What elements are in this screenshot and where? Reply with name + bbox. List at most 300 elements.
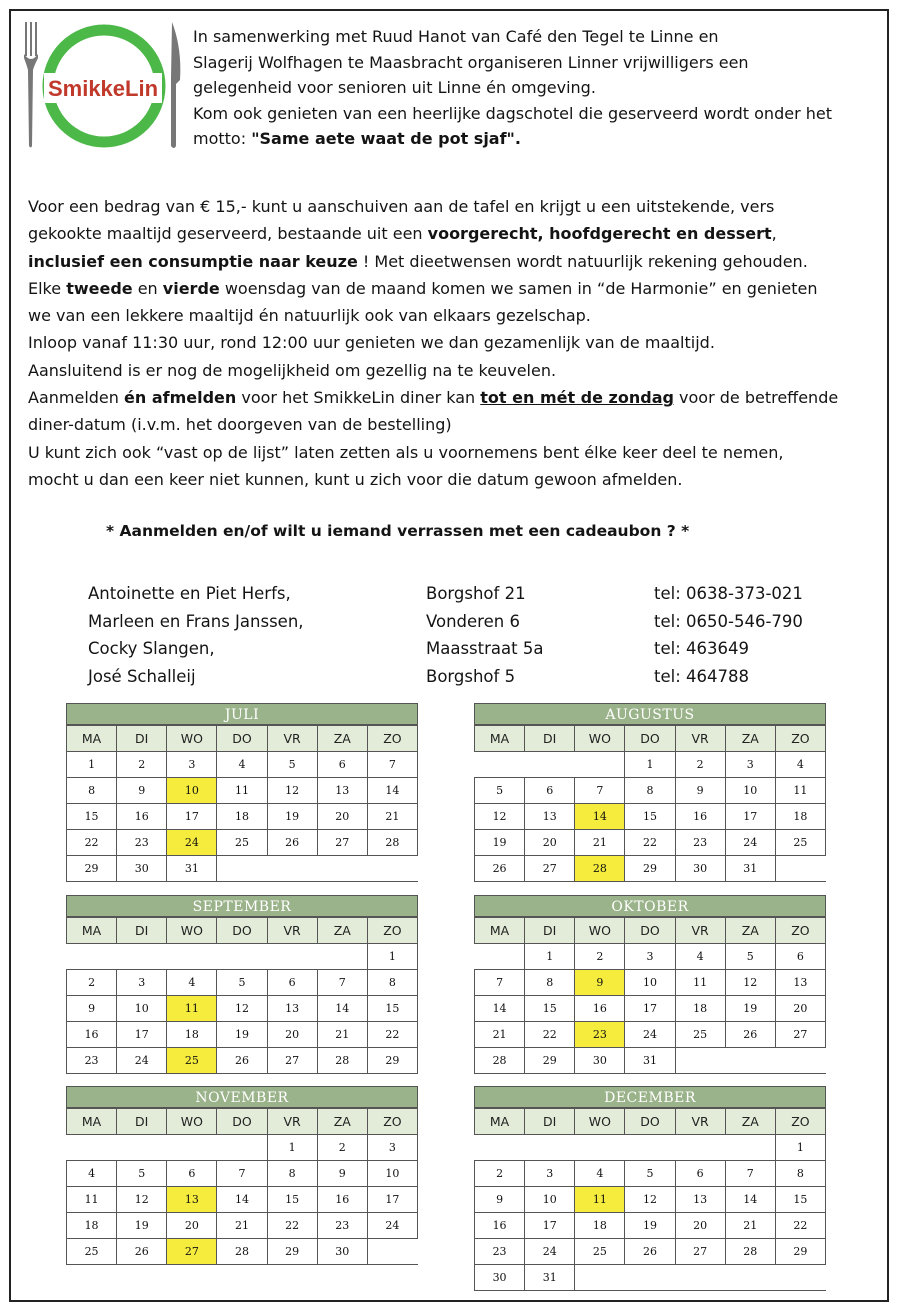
day-cell: 20 bbox=[167, 1213, 217, 1239]
contact-row bbox=[88, 635, 848, 663]
day-cell: 16 bbox=[67, 1022, 117, 1048]
day-cell: 27 bbox=[317, 830, 367, 856]
contact-name: Marleen en Frans Janssen, bbox=[88, 611, 304, 631]
weekday-header: ZO bbox=[367, 1109, 417, 1135]
day-cell: 28 bbox=[475, 1048, 525, 1074]
day-cell: 23 bbox=[67, 1048, 117, 1074]
day-cell: 22 bbox=[525, 1022, 575, 1048]
day-cell: 24 bbox=[167, 830, 217, 856]
day-cell: 15 bbox=[67, 804, 117, 830]
day-cell: 27 bbox=[525, 856, 575, 882]
day-cell: 1 bbox=[625, 752, 675, 778]
weekday-header: DI bbox=[525, 726, 575, 752]
day-cell: 4 bbox=[167, 970, 217, 996]
day-cell: 22 bbox=[367, 1022, 417, 1048]
contact-address: Vonderen 6 bbox=[426, 611, 520, 631]
day-cell: 19 bbox=[217, 1022, 267, 1048]
day-cell: 19 bbox=[725, 996, 775, 1022]
weekday-header: DI bbox=[525, 918, 575, 944]
calendar-september bbox=[66, 895, 418, 1074]
body-line: Inloop vanaf 11:30 uur, rond 12:00 uur genieten we dan gezamenlijk van de maaltijd. bbox=[28, 333, 715, 353]
day-cell: 3 bbox=[525, 1161, 575, 1187]
day-cell: 17 bbox=[725, 804, 775, 830]
day-cell: 19 bbox=[475, 830, 525, 856]
weekday-header-row bbox=[67, 1109, 418, 1135]
day-cell: 1 bbox=[775, 1135, 825, 1161]
day-cell: 2 bbox=[317, 1135, 367, 1161]
day-cell: 2 bbox=[117, 752, 167, 778]
day-cell: 17 bbox=[625, 996, 675, 1022]
day-cell: 24 bbox=[117, 1048, 167, 1074]
weekday-header: ZA bbox=[317, 1109, 367, 1135]
day-cell: 28 bbox=[367, 830, 417, 856]
day-cell: 4 bbox=[775, 752, 825, 778]
day-cell: 15 bbox=[775, 1187, 825, 1213]
day-cell: 29 bbox=[775, 1239, 825, 1265]
day-cell: 2 bbox=[575, 944, 625, 970]
weekday-header-row bbox=[67, 918, 418, 944]
day-cell: 27 bbox=[675, 1239, 725, 1265]
day-cell: 2 bbox=[475, 1161, 525, 1187]
day-cell: 9 bbox=[575, 970, 625, 996]
day-cell: 28 bbox=[317, 1048, 367, 1074]
day-cell: 25 bbox=[575, 1239, 625, 1265]
motto-line bbox=[193, 126, 883, 152]
day-cell: 26 bbox=[725, 1022, 775, 1048]
fork-icon bbox=[24, 22, 38, 148]
day-cell: 8 bbox=[267, 1161, 317, 1187]
day-cell: 24 bbox=[625, 1022, 675, 1048]
calendar-grid bbox=[66, 1108, 418, 1265]
day-cell: 21 bbox=[217, 1213, 267, 1239]
weekday-header: WO bbox=[167, 726, 217, 752]
day-cell: 7 bbox=[317, 970, 367, 996]
day-cell: 7 bbox=[725, 1161, 775, 1187]
intro-line: Kom ook genieten van een heerlijke dagschotel die geserveerd wordt onder het bbox=[193, 103, 832, 123]
day-cell: 18 bbox=[575, 1213, 625, 1239]
day-cell: 15 bbox=[367, 996, 417, 1022]
week-row bbox=[475, 856, 826, 882]
contact-name: Antoinette en Piet Herfs, bbox=[88, 584, 291, 603]
day-cell: 25 bbox=[67, 1239, 117, 1265]
intro-line: In samenwerking met Ruud Hanot van Café den Tegel te Linne en bbox=[193, 27, 719, 46]
day-cell: 6 bbox=[675, 1161, 725, 1187]
logo-text: SmikkeLin bbox=[47, 76, 159, 101]
body-line: Aanmelden én afmelden voor het SmikkeLin diner kan tot en mét de zondag voor de betreffende bbox=[28, 388, 839, 408]
day-cell: 8 bbox=[67, 778, 117, 804]
day-cell: 5 bbox=[475, 778, 525, 804]
month-title: DECEMBER bbox=[474, 1086, 826, 1108]
day-cell: 29 bbox=[625, 856, 675, 882]
day-cell: 15 bbox=[525, 996, 575, 1022]
day-cell: 30 bbox=[575, 1048, 625, 1074]
week-row bbox=[67, 1213, 418, 1239]
empty-cell bbox=[67, 944, 368, 970]
calendar-december bbox=[474, 1086, 826, 1291]
day-cell: 11 bbox=[675, 970, 725, 996]
week-row bbox=[475, 1022, 826, 1048]
day-cell: 13 bbox=[525, 804, 575, 830]
body-line: inclusief een consumptie naar keuze ! Met dieetwensen wordt natuurlijk rekening gehouden. bbox=[28, 251, 808, 271]
weekday-header: MA bbox=[67, 726, 117, 752]
day-cell: 14 bbox=[575, 804, 625, 830]
day-cell: 24 bbox=[525, 1239, 575, 1265]
day-cell: 20 bbox=[317, 804, 367, 830]
day-cell: 21 bbox=[725, 1213, 775, 1239]
body-line: gekookte maaltijd geserveerd, bestaande uit een voorgerecht, hoofdgerecht en dessert, bbox=[28, 224, 777, 244]
weekday-header: VR bbox=[267, 918, 317, 944]
weekday-header: MA bbox=[475, 726, 525, 752]
empty-cell bbox=[367, 1239, 417, 1265]
day-cell: 11 bbox=[575, 1187, 625, 1213]
contact-row bbox=[88, 663, 848, 691]
day-cell: 19 bbox=[117, 1213, 167, 1239]
day-cell: 11 bbox=[217, 778, 267, 804]
month-title: JULI bbox=[66, 703, 418, 725]
day-cell: 30 bbox=[675, 856, 725, 882]
day-cell: 29 bbox=[67, 856, 117, 882]
day-cell: 5 bbox=[625, 1161, 675, 1187]
weekday-header: WO bbox=[167, 1109, 217, 1135]
day-cell: 7 bbox=[575, 778, 625, 804]
week-row bbox=[67, 1161, 418, 1187]
weekday-header: DI bbox=[117, 918, 167, 944]
day-cell: 3 bbox=[725, 752, 775, 778]
contact-row bbox=[88, 608, 848, 636]
day-cell: 8 bbox=[775, 1161, 825, 1187]
call-to-action: * Aanmelden en/of wilt u iemand verrassen met een cadeaubon ? * bbox=[106, 522, 690, 540]
day-cell: 12 bbox=[217, 996, 267, 1022]
day-cell: 13 bbox=[775, 970, 825, 996]
day-cell: 6 bbox=[775, 944, 825, 970]
week-row bbox=[475, 778, 826, 804]
day-cell: 18 bbox=[67, 1213, 117, 1239]
day-cell: 4 bbox=[217, 752, 267, 778]
week-row bbox=[67, 830, 418, 856]
day-cell: 1 bbox=[267, 1135, 317, 1161]
weekday-header: DO bbox=[625, 726, 675, 752]
weekday-header: ZA bbox=[317, 726, 367, 752]
calendar-november bbox=[66, 1086, 418, 1265]
day-cell: 5 bbox=[117, 1161, 167, 1187]
body-line: Elke tweede en vierde woensdag van de maand komen we samen in “de Harmonie” en genieten bbox=[28, 278, 818, 298]
contact-name: José Schalleij bbox=[88, 666, 196, 686]
weekday-header-row bbox=[475, 726, 826, 752]
weekday-header: ZO bbox=[367, 918, 417, 944]
day-cell: 14 bbox=[217, 1187, 267, 1213]
day-cell: 26 bbox=[117, 1239, 167, 1265]
day-cell: 6 bbox=[317, 752, 367, 778]
body-line: diner-datum (i.v.m. het doorgeven van de bestelling) bbox=[28, 415, 452, 435]
calendar-oktober bbox=[474, 895, 826, 1074]
weekday-header: ZA bbox=[725, 1109, 775, 1135]
weekday-header: WO bbox=[575, 726, 625, 752]
day-cell: 5 bbox=[267, 752, 317, 778]
day-cell: 7 bbox=[217, 1161, 267, 1187]
day-cell: 10 bbox=[167, 778, 217, 804]
day-cell: 1 bbox=[367, 944, 417, 970]
weekday-header: ZO bbox=[775, 726, 825, 752]
body-line: Voor een bedrag van € 15,- kunt u aanschuiven aan de tafel en krijgt u een uitstekende, vers bbox=[28, 197, 775, 216]
day-cell: 23 bbox=[317, 1213, 367, 1239]
day-cell: 25 bbox=[217, 830, 267, 856]
day-cell: 22 bbox=[625, 830, 675, 856]
day-cell: 5 bbox=[725, 944, 775, 970]
day-cell: 20 bbox=[675, 1213, 725, 1239]
day-cell: 29 bbox=[525, 1048, 575, 1074]
day-cell: 11 bbox=[67, 1187, 117, 1213]
week-row bbox=[475, 752, 826, 778]
knife-icon bbox=[171, 22, 180, 148]
day-cell: 16 bbox=[675, 804, 725, 830]
week-row bbox=[67, 1135, 418, 1161]
day-cell: 31 bbox=[625, 1048, 675, 1074]
month-title: NOVEMBER bbox=[66, 1086, 418, 1108]
week-row bbox=[67, 856, 418, 882]
day-cell: 22 bbox=[775, 1213, 825, 1239]
empty-cell bbox=[475, 944, 525, 970]
week-row bbox=[67, 752, 418, 778]
week-row bbox=[475, 830, 826, 856]
day-cell: 26 bbox=[217, 1048, 267, 1074]
contact-phone: tel: 464788 bbox=[654, 666, 749, 686]
weekday-header: DI bbox=[117, 726, 167, 752]
week-row bbox=[475, 996, 826, 1022]
week-row bbox=[67, 1239, 418, 1265]
calendar-grid bbox=[474, 1108, 826, 1291]
week-row bbox=[475, 1135, 826, 1161]
weekday-header: DI bbox=[525, 1109, 575, 1135]
day-cell: 13 bbox=[317, 778, 367, 804]
day-cell: 26 bbox=[475, 856, 525, 882]
calendar-grid bbox=[66, 725, 418, 882]
day-cell: 15 bbox=[267, 1187, 317, 1213]
weekday-header-row bbox=[475, 1109, 826, 1135]
day-cell: 8 bbox=[525, 970, 575, 996]
day-cell: 15 bbox=[625, 804, 675, 830]
day-cell: 30 bbox=[317, 1239, 367, 1265]
day-cell: 31 bbox=[167, 856, 217, 882]
calendar-grid bbox=[474, 725, 826, 882]
day-cell: 16 bbox=[575, 996, 625, 1022]
weekday-header: WO bbox=[575, 1109, 625, 1135]
week-row bbox=[475, 1265, 826, 1291]
day-cell: 14 bbox=[367, 778, 417, 804]
day-cell: 27 bbox=[167, 1239, 217, 1265]
week-row bbox=[475, 1187, 826, 1213]
day-cell: 25 bbox=[675, 1022, 725, 1048]
day-cell: 19 bbox=[267, 804, 317, 830]
empty-cell bbox=[675, 1048, 825, 1074]
day-cell: 21 bbox=[367, 804, 417, 830]
day-cell: 12 bbox=[267, 778, 317, 804]
day-cell: 3 bbox=[117, 970, 167, 996]
day-cell: 9 bbox=[117, 778, 167, 804]
day-cell: 23 bbox=[117, 830, 167, 856]
day-cell: 4 bbox=[67, 1161, 117, 1187]
day-cell: 23 bbox=[575, 1022, 625, 1048]
day-cell: 12 bbox=[725, 970, 775, 996]
day-cell: 21 bbox=[317, 1022, 367, 1048]
week-row bbox=[475, 804, 826, 830]
day-cell: 29 bbox=[367, 1048, 417, 1074]
week-row bbox=[67, 804, 418, 830]
week-row bbox=[475, 944, 826, 970]
week-row bbox=[475, 1048, 826, 1074]
day-cell: 2 bbox=[675, 752, 725, 778]
body-line: U kunt zich ook “vast op de lijst” laten zetten als u voornemens bent élke keer deel te nemen, bbox=[28, 442, 784, 462]
contact-phone: tel: 463649 bbox=[654, 639, 749, 658]
calendar-juli bbox=[66, 703, 418, 882]
day-cell: 27 bbox=[267, 1048, 317, 1074]
contact-row bbox=[88, 580, 848, 608]
day-cell: 18 bbox=[167, 1022, 217, 1048]
week-row bbox=[475, 1161, 826, 1187]
week-row bbox=[67, 1187, 418, 1213]
weekday-header: VR bbox=[267, 726, 317, 752]
day-cell: 24 bbox=[367, 1213, 417, 1239]
day-cell: 21 bbox=[575, 830, 625, 856]
month-title: SEPTEMBER bbox=[66, 895, 418, 917]
day-cell: 4 bbox=[575, 1161, 625, 1187]
weekday-header: VR bbox=[675, 726, 725, 752]
day-cell: 22 bbox=[67, 830, 117, 856]
weekday-header: MA bbox=[67, 1109, 117, 1135]
day-cell: 17 bbox=[367, 1187, 417, 1213]
day-cell: 22 bbox=[267, 1213, 317, 1239]
day-cell: 28 bbox=[725, 1239, 775, 1265]
day-cell: 19 bbox=[625, 1213, 675, 1239]
week-row bbox=[67, 1048, 418, 1074]
intro-text bbox=[193, 24, 883, 152]
week-row bbox=[67, 1022, 418, 1048]
day-cell: 16 bbox=[475, 1213, 525, 1239]
weekday-header: WO bbox=[167, 918, 217, 944]
contact-name: Cocky Slangen, bbox=[88, 639, 215, 658]
day-cell: 20 bbox=[775, 996, 825, 1022]
day-cell: 8 bbox=[625, 778, 675, 804]
day-cell: 10 bbox=[367, 1161, 417, 1187]
week-row bbox=[67, 996, 418, 1022]
weekday-header: DO bbox=[217, 918, 267, 944]
week-row bbox=[475, 1213, 826, 1239]
weekday-header: ZA bbox=[725, 918, 775, 944]
weekday-header: MA bbox=[475, 918, 525, 944]
day-cell: 7 bbox=[475, 970, 525, 996]
day-cell: 10 bbox=[117, 996, 167, 1022]
intro-line: Slagerij Wolfhagen te Maasbracht organiseren Linner vrijwilligers een bbox=[193, 52, 749, 72]
day-cell: 16 bbox=[317, 1187, 367, 1213]
day-cell: 26 bbox=[267, 830, 317, 856]
empty-cell bbox=[775, 856, 825, 882]
body-text bbox=[28, 193, 878, 493]
weekday-header: MA bbox=[67, 918, 117, 944]
day-cell: 13 bbox=[167, 1187, 217, 1213]
day-cell: 6 bbox=[167, 1161, 217, 1187]
week-row bbox=[475, 970, 826, 996]
weekday-header: VR bbox=[675, 918, 725, 944]
day-cell: 27 bbox=[775, 1022, 825, 1048]
weekday-header: ZO bbox=[367, 726, 417, 752]
day-cell: 4 bbox=[675, 944, 725, 970]
day-cell: 17 bbox=[117, 1022, 167, 1048]
day-cell: 26 bbox=[625, 1239, 675, 1265]
weekday-header: DO bbox=[625, 1109, 675, 1135]
motto-label: motto: bbox=[193, 129, 252, 148]
day-cell: 5 bbox=[217, 970, 267, 996]
day-cell: 23 bbox=[675, 830, 725, 856]
day-cell: 28 bbox=[217, 1239, 267, 1265]
day-cell: 14 bbox=[317, 996, 367, 1022]
day-cell: 23 bbox=[475, 1239, 525, 1265]
week-row bbox=[67, 970, 418, 996]
day-cell: 18 bbox=[217, 804, 267, 830]
day-cell: 10 bbox=[725, 778, 775, 804]
day-cell: 6 bbox=[525, 778, 575, 804]
weekday-header-row bbox=[67, 726, 418, 752]
day-cell: 1 bbox=[525, 944, 575, 970]
day-cell: 1 bbox=[67, 752, 117, 778]
month-title: OKTOBER bbox=[474, 895, 826, 917]
calendar-grid bbox=[66, 917, 418, 1074]
weekday-header-row bbox=[475, 918, 826, 944]
day-cell: 13 bbox=[675, 1187, 725, 1213]
weekday-header: ZO bbox=[775, 918, 825, 944]
day-cell: 24 bbox=[725, 830, 775, 856]
month-title: AUGUSTUS bbox=[474, 703, 826, 725]
day-cell: 12 bbox=[475, 804, 525, 830]
body-line: we van een lekkere maaltijd én natuurlijk ook van elkaars gezelschap. bbox=[28, 306, 591, 326]
day-cell: 31 bbox=[525, 1265, 575, 1291]
contact-address: Borgshof 21 bbox=[426, 584, 526, 603]
day-cell: 17 bbox=[167, 804, 217, 830]
weekday-header: MA bbox=[475, 1109, 525, 1135]
contact-address: Borgshof 5 bbox=[426, 666, 516, 686]
weekday-header: DI bbox=[117, 1109, 167, 1135]
day-cell: 20 bbox=[525, 830, 575, 856]
weekday-header: WO bbox=[575, 918, 625, 944]
day-cell: 17 bbox=[525, 1213, 575, 1239]
weekday-header: DO bbox=[625, 918, 675, 944]
day-cell: 16 bbox=[117, 804, 167, 830]
day-cell: 2 bbox=[67, 970, 117, 996]
weekday-header: DO bbox=[217, 726, 267, 752]
day-cell: 18 bbox=[775, 804, 825, 830]
day-cell: 14 bbox=[725, 1187, 775, 1213]
body-line: mocht u dan een keer niet kunnen, kunt u zich voor die datum gewoon afmelden. bbox=[28, 469, 683, 489]
day-cell: 12 bbox=[625, 1187, 675, 1213]
day-cell: 8 bbox=[367, 970, 417, 996]
day-cell: 11 bbox=[775, 778, 825, 804]
calendar-augustus bbox=[474, 703, 826, 882]
contact-address: Maasstraat 5a bbox=[426, 639, 544, 658]
day-cell: 25 bbox=[775, 830, 825, 856]
weekday-header: ZA bbox=[725, 726, 775, 752]
contact-list bbox=[88, 580, 848, 690]
day-cell: 9 bbox=[67, 996, 117, 1022]
week-row bbox=[475, 1239, 826, 1265]
weekday-header: DO bbox=[217, 1109, 267, 1135]
day-cell: 3 bbox=[625, 944, 675, 970]
weekday-header: ZA bbox=[317, 918, 367, 944]
body-line: Aansluitend is er nog de mogelijkheid om gezellig na te keuvelen. bbox=[28, 360, 557, 380]
contact-phone: tel: 0638-373-021 bbox=[654, 584, 803, 603]
weekday-header: ZO bbox=[775, 1109, 825, 1135]
day-cell: 10 bbox=[625, 970, 675, 996]
day-cell: 9 bbox=[675, 778, 725, 804]
day-cell: 30 bbox=[475, 1265, 525, 1291]
day-cell: 29 bbox=[267, 1239, 317, 1265]
